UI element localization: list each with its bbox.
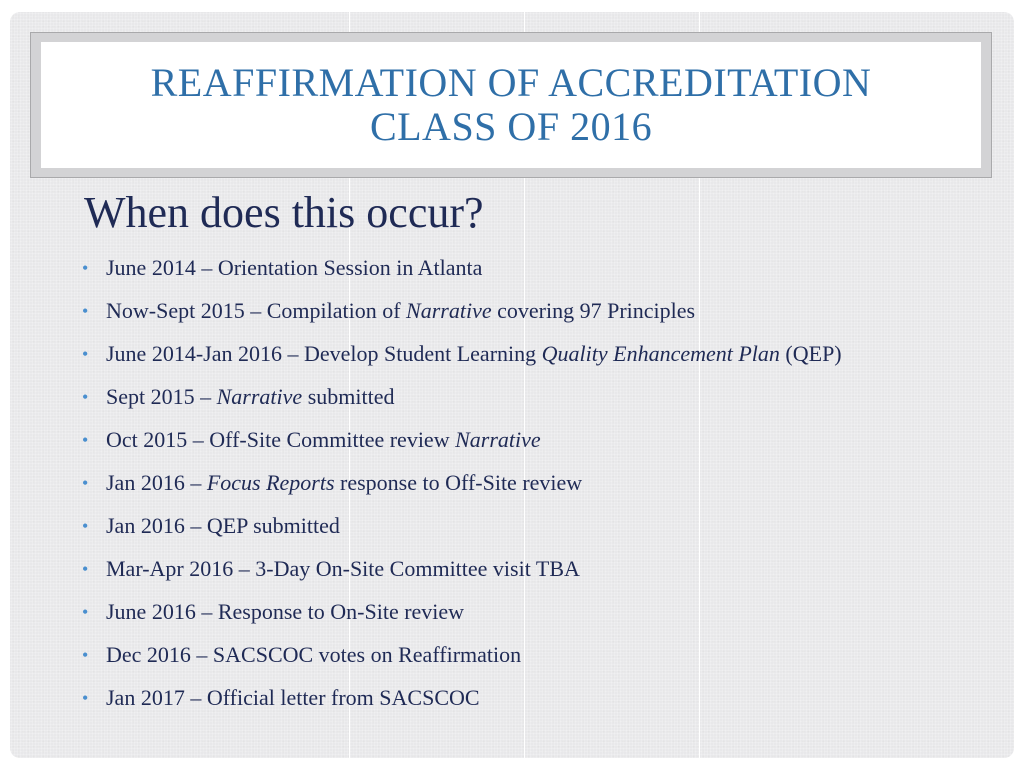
timeline-item-text: covering 97 Principles [491, 298, 696, 323]
timeline-item-text: Jan 2017 – Official letter from SACSCOC [106, 685, 480, 710]
timeline-item [80, 256, 960, 280]
bullet-dot-icon: • [82, 516, 89, 536]
slide-subtitle: When does this occur? [84, 188, 484, 237]
timeline-item-text: Now-Sept 2015 – Compilation of [106, 298, 407, 323]
bullet-dot-icon: • [82, 559, 89, 579]
timeline-bullet-list [80, 256, 960, 729]
timeline-item-text: Mar-Apr 2016 – 3-Day On-Site Committee visit TBA [106, 556, 580, 581]
bullet-dot-icon: • [82, 387, 89, 407]
timeline-item-text: (QEP) [779, 341, 842, 366]
bullet-dot-icon: • [82, 258, 89, 278]
timeline-item [80, 600, 960, 624]
timeline-item-emphasis: Narrative [406, 298, 492, 323]
timeline-item-text: Dec 2016 – SACSCOC votes on Reaffirmation [106, 642, 522, 667]
timeline-item-emphasis: Focus Reports [206, 470, 335, 495]
timeline-item-text: submitted [302, 384, 395, 409]
timeline-item-text: Jan 2016 – QEP submitted [106, 513, 340, 538]
timeline-item-text: Sept 2015 – [106, 384, 217, 409]
timeline-item [80, 428, 960, 452]
timeline-item [80, 557, 960, 581]
slide [10, 12, 1014, 758]
bullet-dot-icon: • [82, 688, 89, 708]
timeline-item-text: response to Off-Site review [334, 470, 583, 495]
bullet-dot-icon: • [82, 301, 89, 321]
timeline-item-text: Oct 2015 – Off-Site Committee review [106, 427, 456, 452]
timeline-item [80, 686, 960, 710]
timeline-item [80, 471, 960, 495]
timeline-item-text: Jan 2016 – [106, 470, 207, 495]
timeline-item [80, 643, 960, 667]
slide-title-line-2: CLASS OF 2016 [369, 104, 653, 149]
timeline-item-text: June 2014 – Orientation Session in Atlanta [106, 255, 483, 280]
timeline-item [80, 299, 960, 323]
timeline-item [80, 342, 960, 366]
slide-title-line-1: REAFFIRMATION OF ACCREDITATION [150, 60, 872, 105]
bullet-dot-icon: • [82, 645, 89, 665]
bullet-dot-icon: • [82, 473, 89, 493]
title-box [41, 42, 981, 168]
timeline-item [80, 385, 960, 409]
timeline-item-emphasis: Narrative [455, 427, 541, 452]
title-frame [30, 32, 992, 178]
bullet-dot-icon: • [82, 602, 89, 622]
timeline-item-emphasis: Narrative [216, 384, 303, 409]
timeline-item [80, 514, 960, 538]
timeline-item-emphasis: Quality Enhancement Plan [541, 341, 780, 366]
bullet-dot-icon: • [82, 344, 89, 364]
bullet-dot-icon: • [82, 430, 89, 450]
timeline-item-text: June 2016 – Response to On-Site review [106, 599, 465, 624]
timeline-item-text: June 2014-Jan 2016 – Develop Student Learning [106, 341, 542, 366]
